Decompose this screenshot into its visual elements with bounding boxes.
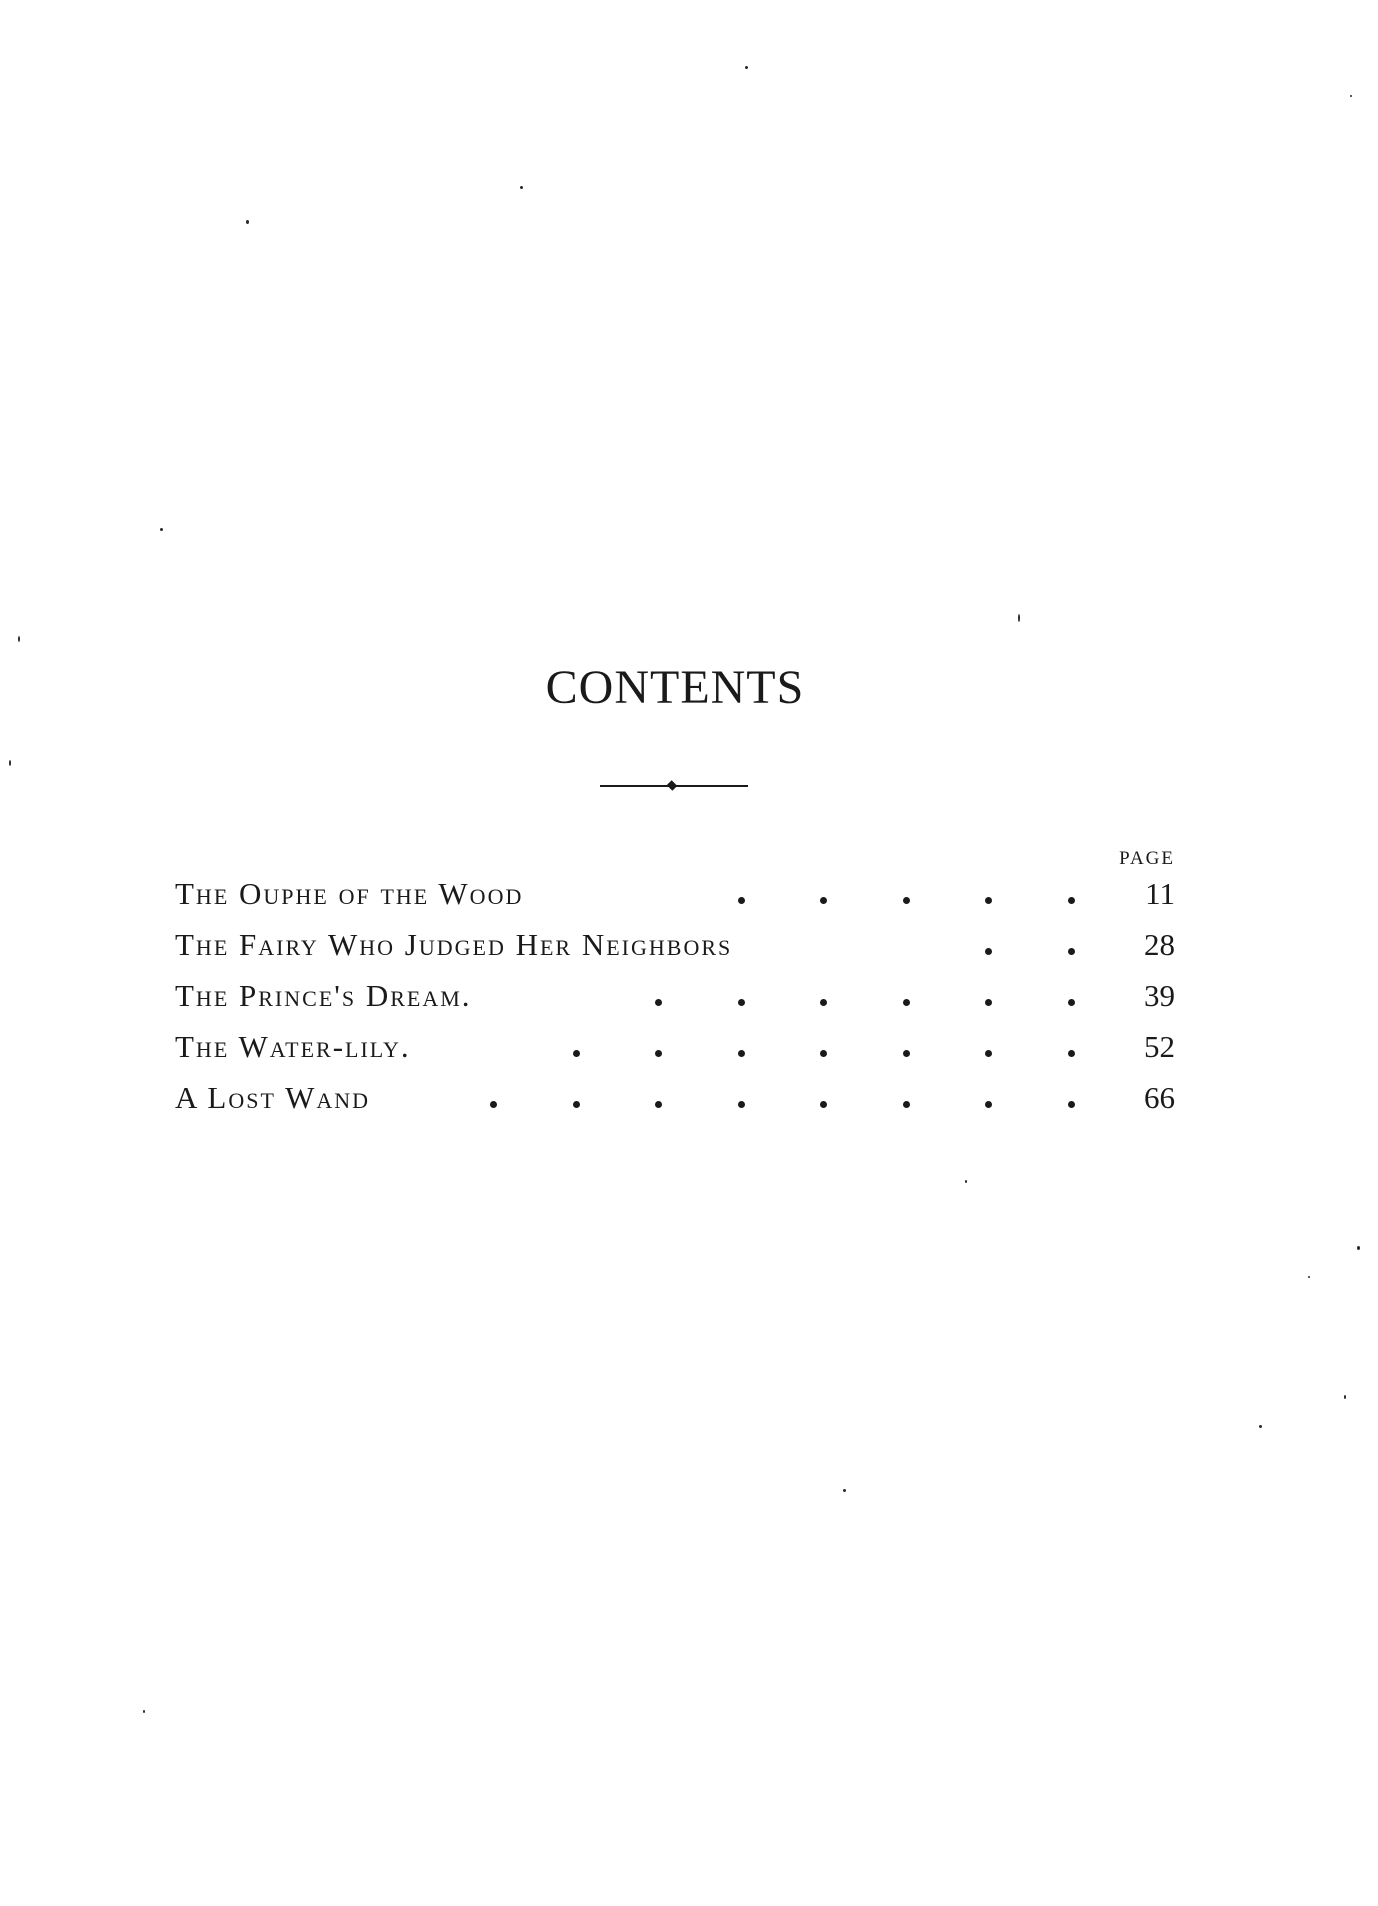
print-speck	[1259, 1425, 1262, 1428]
toc-entry-title: The Prince's Dream.	[175, 978, 472, 1013]
dot-leader	[820, 1050, 827, 1057]
dot-leader	[1068, 999, 1075, 1006]
dot-leader	[1068, 1050, 1075, 1057]
page-title: CONTENTS	[545, 661, 805, 714]
dot-leader	[820, 1101, 827, 1108]
dot-leader	[903, 897, 910, 904]
dot-leader	[985, 1101, 992, 1108]
print-speck	[1308, 1276, 1310, 1278]
print-speck	[9, 760, 11, 766]
dot-leader	[655, 1101, 662, 1108]
dot-leader	[655, 1050, 662, 1057]
dot-leader	[903, 1050, 910, 1057]
print-speck	[160, 528, 163, 531]
dot-leader	[655, 999, 662, 1006]
toc-entry-page: 39	[1144, 978, 1175, 1013]
toc-entry-title: A Lost Wand	[175, 1080, 371, 1115]
dot-leader	[738, 999, 745, 1006]
dot-leader	[738, 897, 745, 904]
toc-entry-page: 11	[1145, 876, 1175, 911]
print-speck	[1350, 95, 1352, 97]
dot-leader	[1068, 897, 1075, 904]
print-speck	[1344, 1395, 1346, 1399]
toc-entry[interactable]	[175, 870, 1175, 921]
dot-leader	[985, 1050, 992, 1057]
toc-entry-title: The Water-lily.	[175, 1029, 411, 1064]
toc-entry-page: 52	[1144, 1029, 1175, 1064]
toc-entry-title: The Ouphe of the Wood	[175, 876, 524, 911]
dot-leader	[820, 999, 827, 1006]
toc-entry[interactable]	[175, 972, 1175, 1023]
toc-entry[interactable]	[175, 1023, 1175, 1074]
print-speck	[18, 636, 20, 642]
dot-leader	[1068, 948, 1075, 955]
print-speck	[965, 1180, 967, 1183]
toc-entry[interactable]	[175, 921, 1175, 972]
dot-leader	[573, 1050, 580, 1057]
dot-leader	[903, 1101, 910, 1108]
dot-leader	[1068, 1101, 1075, 1108]
toc-entry-title: The Fairy Who Judged Her Neighbors	[175, 927, 733, 962]
dot-leader	[738, 1050, 745, 1057]
dot-leader	[573, 1101, 580, 1108]
toc-entry[interactable]	[175, 1074, 1175, 1125]
print-speck	[1018, 614, 1020, 622]
dot-leader	[985, 948, 992, 955]
dot-leader	[738, 1101, 745, 1108]
dot-leader	[903, 999, 910, 1006]
print-speck	[843, 1489, 846, 1492]
print-speck	[143, 1710, 145, 1713]
dot-leader	[820, 897, 827, 904]
toc-entry-page: 28	[1144, 927, 1175, 962]
print-speck	[520, 186, 523, 189]
print-speck	[1357, 1246, 1360, 1250]
print-speck	[246, 220, 249, 224]
dot-leader	[985, 897, 992, 904]
page-column-label: PAGE	[1119, 848, 1175, 869]
table-of-contents	[175, 870, 1175, 1125]
toc-entry-page: 66	[1144, 1080, 1175, 1115]
print-speck	[745, 66, 748, 69]
divider-ornament	[667, 780, 678, 791]
dot-leader	[985, 999, 992, 1006]
dot-leader	[490, 1101, 497, 1108]
